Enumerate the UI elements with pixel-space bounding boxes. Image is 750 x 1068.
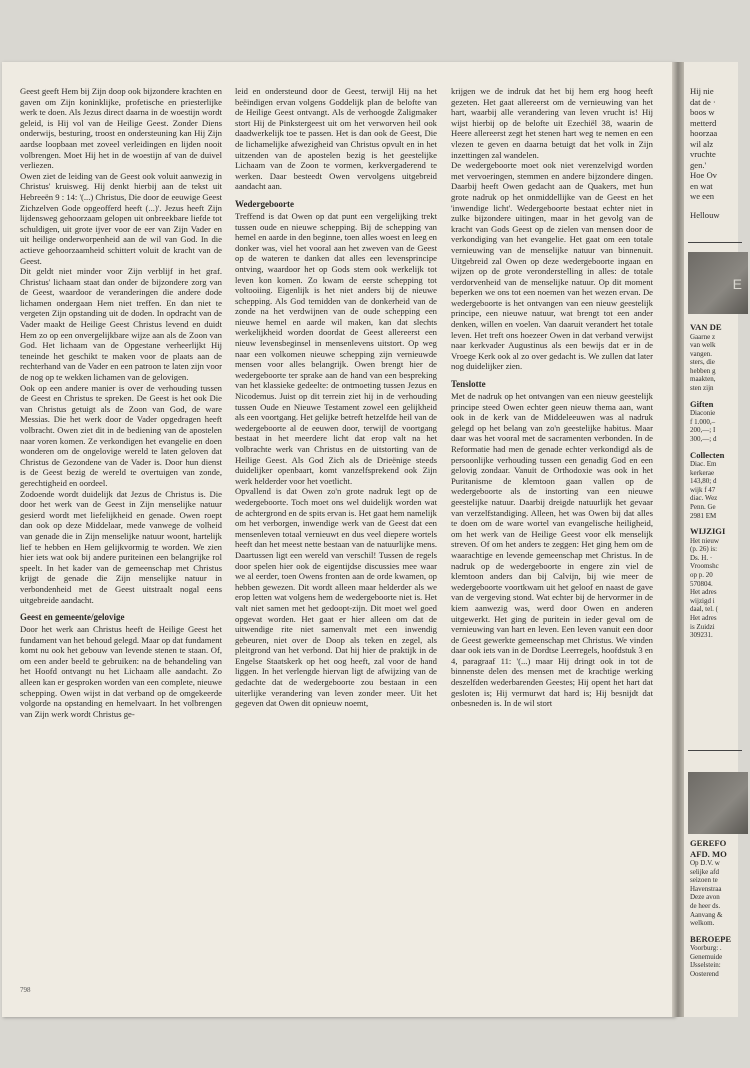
- text-line: is Zuidzi: [690, 622, 715, 631]
- photo-church: [688, 252, 748, 314]
- text-line: vangen.: [690, 349, 712, 358]
- divider: [688, 242, 742, 243]
- text-line: Penn. Ge: [690, 503, 716, 511]
- text-line: de heer ds.: [690, 901, 721, 910]
- text-line: welkom.: [690, 919, 715, 928]
- text-line: kerkerae: [690, 468, 715, 477]
- text-line: Aanvang &: [690, 910, 723, 919]
- paragraph: Owen ziet de leiding van de Geest ook voluit aanwezig in Christus' kruisweg. Hij denkt hierbij aan de tekst uit Hebreeën 9 : 14: '(...) Christus, Die door de eeuwige Geest Zichzelven Gode opgeofferd heeft (...)'. Jezus heeft Zijn lijdensweg gehoorzaam gelopen uit onbreekbare liefde tot schuldigen, uit grote ijver voor de eer van Zijn Vader en uit heilige onderworpenheid aan de wil van God. In die actieve gehoorzaamheid schittert voluit de kracht van de Geest.: [20, 170, 222, 266]
- text-line: wijk f 47: [690, 485, 716, 494]
- text-line: Havenstraa: [690, 884, 722, 893]
- right-notices: [690, 322, 750, 640]
- text-line: diac. Wez: [690, 494, 718, 503]
- right-lower-notices: [690, 838, 750, 979]
- heading: Giften: [690, 398, 714, 409]
- text-line: 570804.: [690, 579, 713, 588]
- text-column-1: [20, 86, 222, 719]
- text-line: (p. 26) is:: [690, 545, 718, 554]
- text-line: 300,—; d: [690, 434, 717, 443]
- right-top-text: [690, 86, 750, 220]
- right-magazine-page-fragment: [684, 62, 742, 1017]
- text-line: sten zijn: [690, 384, 714, 393]
- section-heading-tenslotte: Tenslotte: [451, 379, 486, 390]
- paragraph: Met de nadruk op het ontvangen van een nieuw geestelijk principe steed Owen echter geen nieuw thema aan, want ook in de kerk van de Middeleeuwen was al nadruk gelegd op het belang van zo'n geestelijke habitus. Maar daar was het vooral met de sacramenten verbonden. In de Reformatie had men de genade echter verkondigd als de persoonlijke verhouding tussen een genadig God en een gelovig zondaar. Vanuit de Orthodoxie was ook in het Puritanisme de klemtoon gaan vallen op de wedergeboorte als de instorting van een nieuwe geestelijke natuur. Daarbij dreigde natuurlijk het gevaar van verzelfstandiging. Alleen, het was Owen bij dat alles te doen om de ware wortel van evangelische heiligheid, om het werk van de Heilige Geest voor elk menselijk streven. Of om het anders te zeggen: Het ging hem om de waarachtige en levende gemeenschap met Christus. In de nadruk op de wedergeboorte in engere zin viel de klemtoon anders dan bij Calvijn, bij wie meer de wedergeboorte voortkwam uit het geloof en naast de gave van de vergeving stond. Wat echter bij de hervormer in de kiem aanwezig was, werd door Owen en anderen uitgewerkt. Het ging de puritein in ieder geval om de vernieuwing van hart en leven. Een leven vanuit een door de Geest gewerkte gemeenschap met Christus. We vinden daar ook iets van in de Dordtse Leerregels, hoofdstuk 3 en 4, paragraaf 11: '(...) maar Hij dringt ook in tot de binnenste delen des mensen met de krachtige werking deszelfden wederbarenden Geestes; Hij opent het hart dat gesloten is; Hij vermurwt dat hard is; Hij besnijdt dat onbesneden is. In de wil stort: [451, 391, 653, 709]
- heading: VAN DE: [690, 322, 722, 332]
- text-line: daal, tel. (: [690, 605, 718, 614]
- text-line: gen.': [690, 159, 707, 170]
- paragraph: Treffend is dat Owen op dat punt een vergelijking trekt tussen oude en nieuwe schepping. Bij de schepping van hemel en aarde in den beginne, toen alles woest en leeg en donker was, viel het vooral aan het zweven van de Geest op de wateren te danken dat alles een levensprincipe ontving, waardoor het op Gods stem ook werkelijk tot leven kon komen. Zo kwam de eerste schepping tot voltooiing. Eigenlijk is het niet anders bij de nieuwe schepping. Als God temidden van de donkerheid van de zonde na het verdwijnen van de oude schepping een nieuwe hemel en aarde wil maken, kan dat slechts werkelijkheid worden doordat de Geest allereerst een nieuw levensbeginsel in mensenlevens uitstort. Op weg naar een volkomen nieuwe schepping zijn vernieuwde mensen voor alles belangrijk. Owen brengt hier de wedergeboorte ter sprake aan de hand van een bespreking van het klassieke gedeelte: de ontmoeting tussen Jezus en Nicodemus. Juist op dit terrein ziet hij in de verhouding tussen Oude en Nieuwe Testament zowel een gelijkheid als een voortgang. Het gelijke betreft hetzelfde heil van de wedergeboorte al de eeuwen door, terwijl de voortgang bestaat in het meerdere licht dat erop valt na het volbrachte werk van Christus en de uitstorting van de Heilige Geest. Als God Zich als de Drieënige steeds duidelijker openbaart, komt vanzelfsprekend ook Zijn werk helderder voor het voetlicht.: [235, 210, 437, 486]
- section-heading-wedergeboorte: Wedergeboorte: [235, 198, 294, 209]
- photo-building: [688, 772, 748, 834]
- book-spine-gutter: [672, 62, 684, 1017]
- text-line: seizoen te: [690, 876, 718, 885]
- divider: [688, 750, 742, 751]
- heading: BEROEPE: [690, 933, 732, 944]
- text-line: Deze avon: [690, 893, 720, 902]
- text-line: Ds. H. ·: [690, 553, 713, 562]
- paragraph: krijgen we de indruk dat het bij hem erg hoog heeft gezeten. Het gaat allereerst om de vernieuwing van het hart, waarbij alle verandering van leven vrucht is! Hij wijst hierbij op de belofte uit Ezechiël 38, waarin de Heere allereerst zegt het stenen hart weg te nemen en een vlezen te geven en daarna betuigt dat het volk in Zijn inzettingen zal wandelen.: [451, 86, 653, 160]
- heading: AFD. MO: [690, 848, 727, 859]
- text-line: van welk: [690, 341, 716, 350]
- paragraph: Dit geldt niet minder voor Zijn verblijf in het graf. Christus' lichaam staat dan onder de bijzondere zorg van de Geest, waardoor de veranderingen die andere dode lichamen ondergaan Hem niet treffen. En dan niet te vergeten Zijn opstanding uit de doden. In opdracht van de Vader maakt de Heilige Geest Christus levend en duidt Hem zo op een onvergelijkbare wijze aan als de Zoon van God. Het lichaam van de Opgestane verheerlijkt Hij teneinde het geschikt te maken voor de plaats aan de rechterhand van de Vader en een patroon te laten zijn voor de nog op te wekken lichamen van de gelovigen.: [20, 266, 222, 383]
- text-line: 200,—; I: [690, 426, 716, 435]
- text-line: hebben g: [690, 366, 716, 375]
- text-line: we een: [690, 191, 715, 201]
- text-line: Diac. Em: [690, 460, 717, 469]
- text-line: Op D.V. w: [690, 859, 720, 867]
- paragraph: leid en ondersteund door de Geest, terwijl Hij na het beëindigen ervan volgens Goddelijk plan de belofte van de Heilige Geest ontvangt. Als de verhoogde Zaligmaker stort Hij de Pinkstergeest uit om het verworven heil ook daadwerkelijk toe te passen. Het is dan ook de Geest, Die de lichamelijke afwezigheid van Christus opvult en in het uitzenden van de apostelen bezig is het geestelijke Lichaam van de Zoon te vormen, kerkvergaderend te werken. Daar besteedt Owen vervolgens uitgebreid aandacht aan.: [235, 86, 437, 192]
- text-line: Hellouw: [690, 209, 720, 220]
- paragraph: Ook op een andere manier is over de verhouding tussen de Geest en Christus te spreken. De Geest is het ook Die van Christus getuigt als de Zoon van God, de ware Messias. Die het werk door de Vader opgedragen heeft volbracht. Owen ziet dit in de bediening van de apostelen naar voren komen. Ze verkondigen het evangelie en doen wonderen om de ongelovige wereld te laten geloven dat Christus de Gezondene van de Vader is. Door hun dienst is de Geest bezig de wereld te overtuigen van zonde, gerechtigheid en oordeel.: [20, 382, 222, 488]
- text-column-2: [235, 86, 437, 709]
- text-line: 309231.: [690, 631, 713, 640]
- text-line: en wat: [690, 180, 713, 191]
- text-line: Het adres: [690, 614, 717, 623]
- heading: Collecten: [690, 449, 725, 460]
- paragraph: De wedergeboorte moet ook niet verenzelvigd worden met vervoeringen, stemmen en andere bijzondere dingen. Daarbij heeft Owen gedacht aan de Quakers, met hun grote nadruk op het onmiddellijke van de Geest en het 'inwendige licht'. Wedergeboorte bestaat echter niet in zulke bijzondere uitingen, maar in het gevolg van de kracht van Gods Geest op de zielen van mensen door de verkondiging van het evangelie. Het gaat om een totale vernieuwing van de menselijke natuur van binnenuit. Uitgebreid zal Owen op deze wedergeboorte ingaan en wijzen op de grote veronderstelling in alles: de totale verdorvenheid van de menselijke natuur. Op dit moment beperken we ons tot een noemen van het wezen ervan. De wedergeboorte is het ontvangen van een nieuw geestelijk principe, een nieuwe natuur, wat brengt tot een ander denken, willen en voelen. Van daaruit verandert het totale leven. Het treft ons hoezeer Owen in dat verband verwijst naar kerkvader Augustinus als een bewijs dat er in de Vroege Kerk ook al zo over gedacht is. We zullen dat later nog duidelijker zien.: [451, 160, 653, 372]
- text-line: hoorzaa: [690, 128, 718, 138]
- text-line: Oosterend: [690, 970, 719, 979]
- paragraph: Geest geeft Hem bij Zijn doop ook bijzondere krachten en gaven om Zijn koninklijke, profetische en priesterlijke werk te doen. Als Jezus direct daarna in de woestijn wordt geleid, is Hij vol van de Heilige Geest. Zonder Diens onderwijs, besturing, troost en ondersteuning kan Hij Zijn aardse loopbaan met zoveel verleidingen en lijden nooit volbrengen. Moet Hij het in de woestijn af van de duivel verliezen.: [20, 86, 222, 171]
- left-magazine-page: [2, 62, 675, 1017]
- text-column-3: [451, 86, 653, 709]
- text-line: wil alz: [690, 138, 714, 149]
- text-line: dat de ·: [690, 96, 716, 107]
- text-line: op p. 20: [690, 571, 713, 580]
- paragraph: Door het werk aan Christus heeft de Heilige Geest het fundament van het behoud gelegd. Maar op dat fundament komt nu ook het gebouw van levende stenen te staan. Of, om een ander beeld te gebruiken: na de behandeling van het Hoofd ontvangt nu het Lichaam alle aandacht. Zo alleen kan er gesproken worden van een complete, nieuwe schepping. Owen wijst in dat verband op de omgekeerde volgorde na opstanding en hemelvaart. In het volbrengen van Zijn werk wordt Christus ge-: [20, 624, 222, 719]
- text-line: Voorburg: .: [690, 944, 722, 953]
- text-line: Genemuide: [690, 952, 723, 961]
- text-line: sters, die: [690, 358, 715, 367]
- text-line: metterd: [690, 117, 717, 128]
- text-line: wijzigd i: [690, 596, 715, 605]
- page-number: 798: [20, 986, 31, 994]
- text-line: Het nieuw: [690, 536, 719, 545]
- text-line: vruchte: [690, 149, 716, 159]
- text-line: Gaarne z: [690, 332, 716, 341]
- photo-letter: E: [732, 276, 742, 292]
- text-line: Het adres: [690, 588, 717, 597]
- text-line: Vroomshc: [690, 562, 719, 571]
- heading: GEREFO: [690, 838, 727, 848]
- text-line: selijke afd: [690, 867, 719, 876]
- text-line: 2981 EM: [690, 511, 717, 520]
- paragraph: Zodoende wordt duidelijk dat Jezus de Christus is. Die door het werk van de Geest in Zijn menselijke natuur gesierd wordt met liefelijkheid en genade. Owen roept dan ook op deze Middelaar, mede vanwege de volheid van genade die in Zijn menselijke natuur woont, hartelijk lief te hebben en Hem gelijkvormig te worden. We zien hier iets wat ook bij andere puriteinen een belangrijke rol speelt. In het kader van de gemeenschap met Christus krijgt de genade die Zijn menselijke natuur in verbondenheid met de Geest uitstraalt nogal eens uitgebreide aandacht.: [20, 488, 222, 605]
- section-heading-geest-en-gemeente: Geest en gemeente/gelovige: [20, 612, 125, 623]
- text-line: Hij nie: [690, 86, 714, 96]
- text-line: boos w: [690, 107, 715, 117]
- text-line: Diaconie: [690, 409, 716, 418]
- text-line: 143,80; d: [690, 477, 717, 486]
- paragraph: Opvallend is dat Owen zo'n grote nadruk legt op de wedergeboorte. Toch moet ons wel duidelijk worden wat de achtergrond en de spits ervan is. Het gaat hem namelijk om het verborgen, inwendige werk van de Geest dat een mensenleven totaal vernieuwt en dus veel diepere wortels heeft dan het meest nette bestaan van de natuurlijke mens. Daartussen ligt een wereld van verschil! Tussen de regels door spelen hier ook de eigentijdse discussies mee waar we al eerder, toen Owens fronten aan de orde kwamen, op hebben gewezen. Dit wordt alleen maar helderder als we erop letten wat volgens hem de wedergeboorte niet is. Het valt niet samen met het gedoopt-zijn. Dit moet wel goed opgevat worden. Het gaat er hier alleen om dat de uitwendige rite niet samenvalt met een inwendig gebeuren, niet over de Doop als teken en zegel, als pleitgrond van het verbond. Dat hij hier de praktijk in de Engelse Staatskerk op het oog heeft, zal voor de hand liggen. In het verlengde hiervan ligt de afwijzing van de gedachte dat de wedergeboorte zou bestaan in een uiterlijke verandering van leven zonder meer. Uit het gegeven dat Owen dit opnieuw noemt,: [235, 486, 437, 709]
- text-line: maakten,: [690, 375, 716, 384]
- text-line: f 1.000,–: [690, 417, 716, 426]
- text-line: IJsselstein:: [690, 961, 721, 970]
- text-line: Hoe Ov: [690, 170, 717, 180]
- heading: WIJZIGI: [690, 526, 726, 537]
